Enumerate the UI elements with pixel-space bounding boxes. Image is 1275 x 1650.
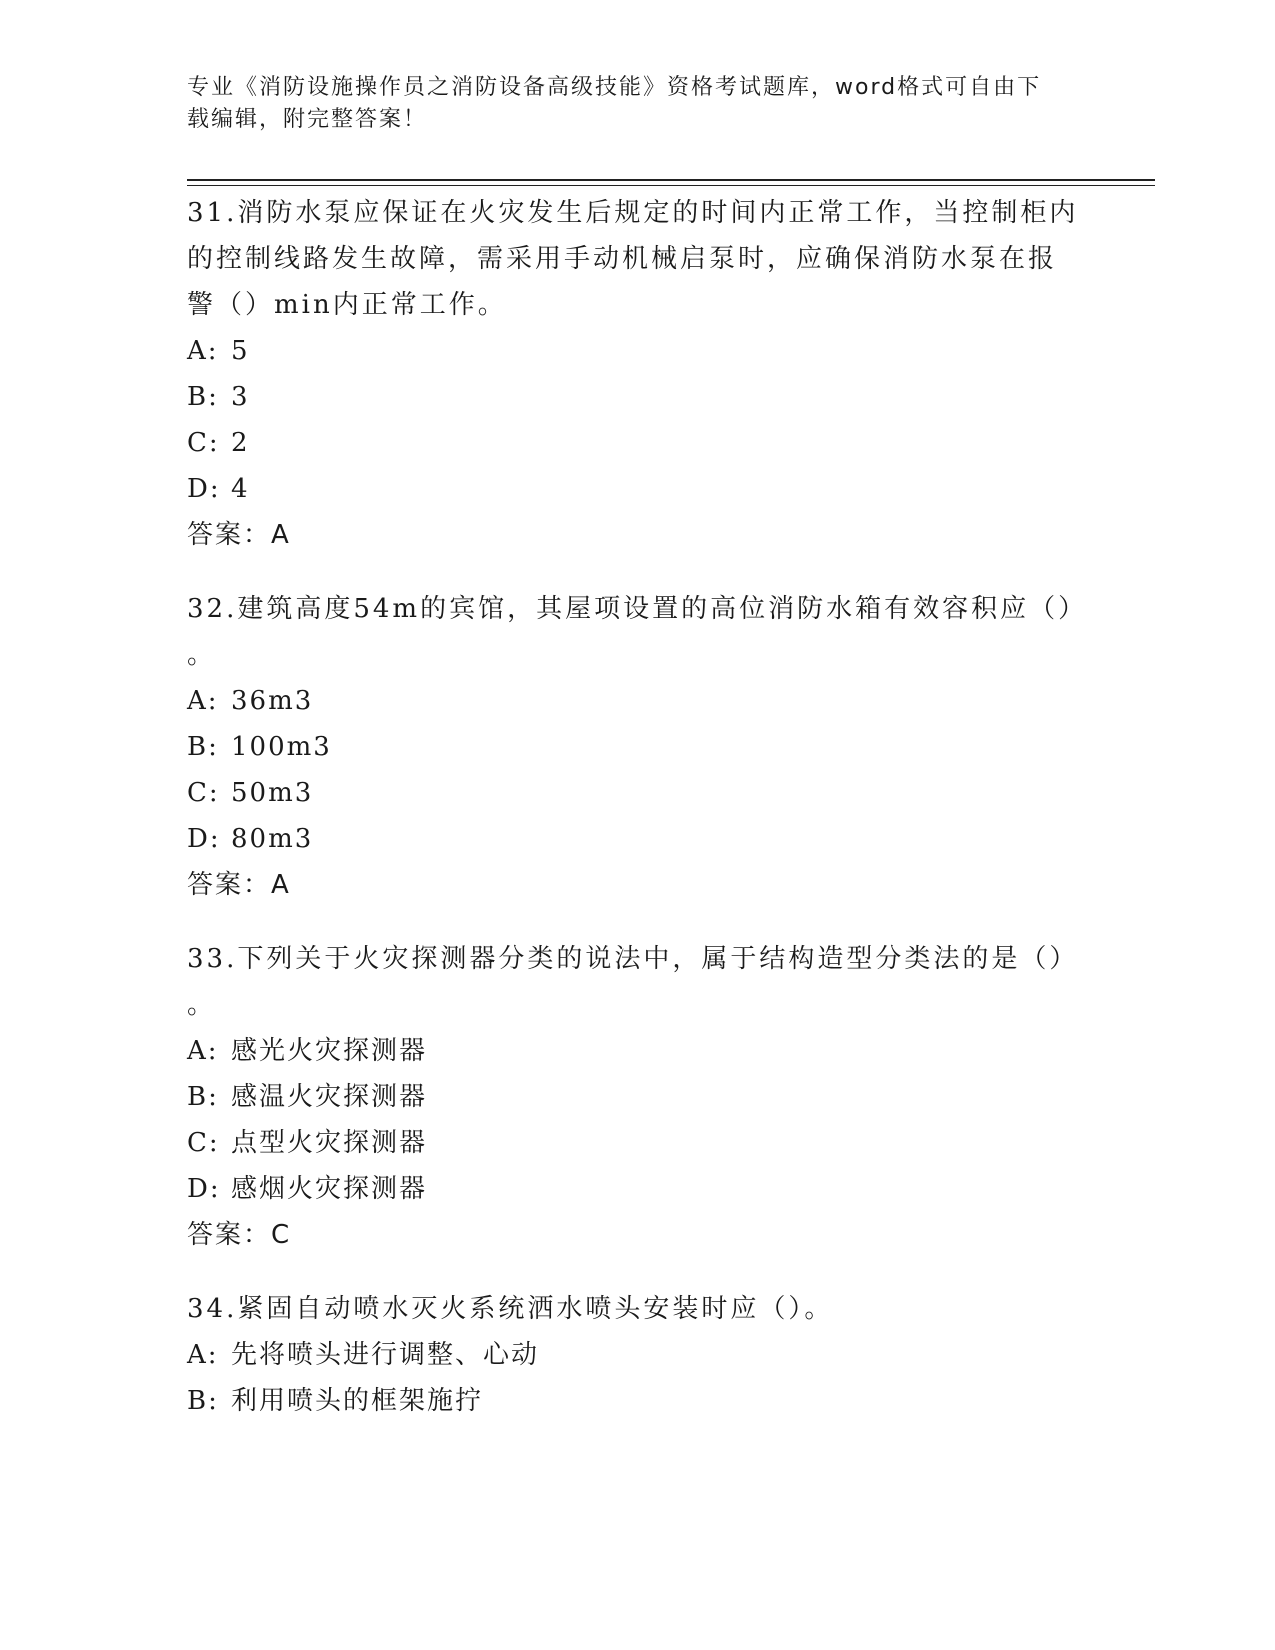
- answer-key: 答案：A: [187, 520, 291, 550]
- option-label: D:: [187, 1174, 221, 1204]
- option-label: D:: [187, 824, 221, 854]
- option-label: A:: [187, 1340, 219, 1370]
- option-label: A:: [187, 686, 219, 716]
- answer-option: [187, 770, 1087, 816]
- question-stem-line: 31.消防水泵应保证在火灾发生后规定的时间内正常工作，当控制柜内: [187, 198, 1079, 228]
- header-line-1: 专业《消防设施操作员之消防设备高级技能》资格考试题库，word格式可自由下: [187, 75, 1042, 100]
- option-label: C:: [187, 1128, 220, 1158]
- option-label: C:: [187, 778, 220, 808]
- answer-key: 答案：C: [187, 1220, 292, 1250]
- option-text: 4: [231, 474, 250, 504]
- option-text: 2: [231, 428, 250, 458]
- answer-option: [187, 1074, 1087, 1120]
- option-text: 80m3: [231, 824, 314, 854]
- answer-option: [187, 724, 1087, 770]
- option-label: B:: [187, 732, 219, 762]
- document-header: [187, 72, 1067, 136]
- option-text: 利用喷头的框架施拧: [231, 1386, 484, 1416]
- option-text: 先将喷头进行调整、心动: [231, 1340, 540, 1370]
- answer-option: [187, 420, 1087, 466]
- question-block: [187, 190, 1087, 558]
- answer-option: [187, 374, 1087, 420]
- question-stem-line: 32.建筑高度54m的宾馆，其屋项设置的高位消防水箱有效容积应（）: [187, 594, 1088, 624]
- option-label: B:: [187, 1386, 219, 1416]
- answer-option: [187, 1332, 1087, 1378]
- question-stem-line: 。: [187, 990, 217, 1020]
- option-text: 点型火灾探测器: [231, 1128, 428, 1158]
- header-divider-thin: [187, 185, 1155, 186]
- option-label: B:: [187, 1082, 219, 1112]
- answer-option: [187, 816, 1087, 862]
- question-block: [187, 1286, 1087, 1424]
- question-stem-line: 33.下列关于火灾探测器分类的说法中，属于结构造型分类法的是（）: [187, 944, 1079, 974]
- question-stem-line: 34.紧固自动喷水灭火系统洒水喷头安装时应（）。: [187, 1294, 834, 1324]
- option-label: A:: [187, 1036, 219, 1066]
- answer-option: [187, 466, 1087, 512]
- answer-option: [187, 1028, 1087, 1074]
- option-text: 5: [231, 336, 250, 366]
- option-text: 100m3: [231, 732, 332, 762]
- option-text: 50m3: [231, 778, 314, 808]
- option-label: C:: [187, 428, 220, 458]
- answer-option: [187, 1166, 1087, 1212]
- answer-option: [187, 328, 1087, 374]
- option-label: D:: [187, 474, 221, 504]
- answer-option: [187, 1378, 1087, 1424]
- option-text: 感光火灾探测器: [231, 1036, 428, 1066]
- option-text: 感烟火灾探测器: [231, 1174, 428, 1204]
- answer-option: [187, 678, 1087, 724]
- header-divider-thick: [187, 179, 1155, 181]
- question-stem-line: 警（）min内正常工作。: [187, 290, 507, 320]
- question-stem-line: 。: [187, 640, 217, 670]
- answer-option: [187, 1120, 1087, 1166]
- option-text: 感温火灾探测器: [231, 1082, 428, 1112]
- question-list: [187, 190, 1087, 1452]
- header-line-2: 载编辑，附完整答案！: [187, 107, 428, 132]
- option-text: 3: [231, 382, 250, 412]
- question-block: [187, 586, 1087, 908]
- question-stem-line: 的控制线路发生故障，需采用手动机械启泵时，应确保消防水泵在报: [187, 244, 1058, 274]
- answer-key: 答案：A: [187, 870, 291, 900]
- option-label: B:: [187, 382, 219, 412]
- question-block: [187, 936, 1087, 1258]
- option-text: 36m3: [231, 686, 314, 716]
- option-label: A:: [187, 336, 219, 366]
